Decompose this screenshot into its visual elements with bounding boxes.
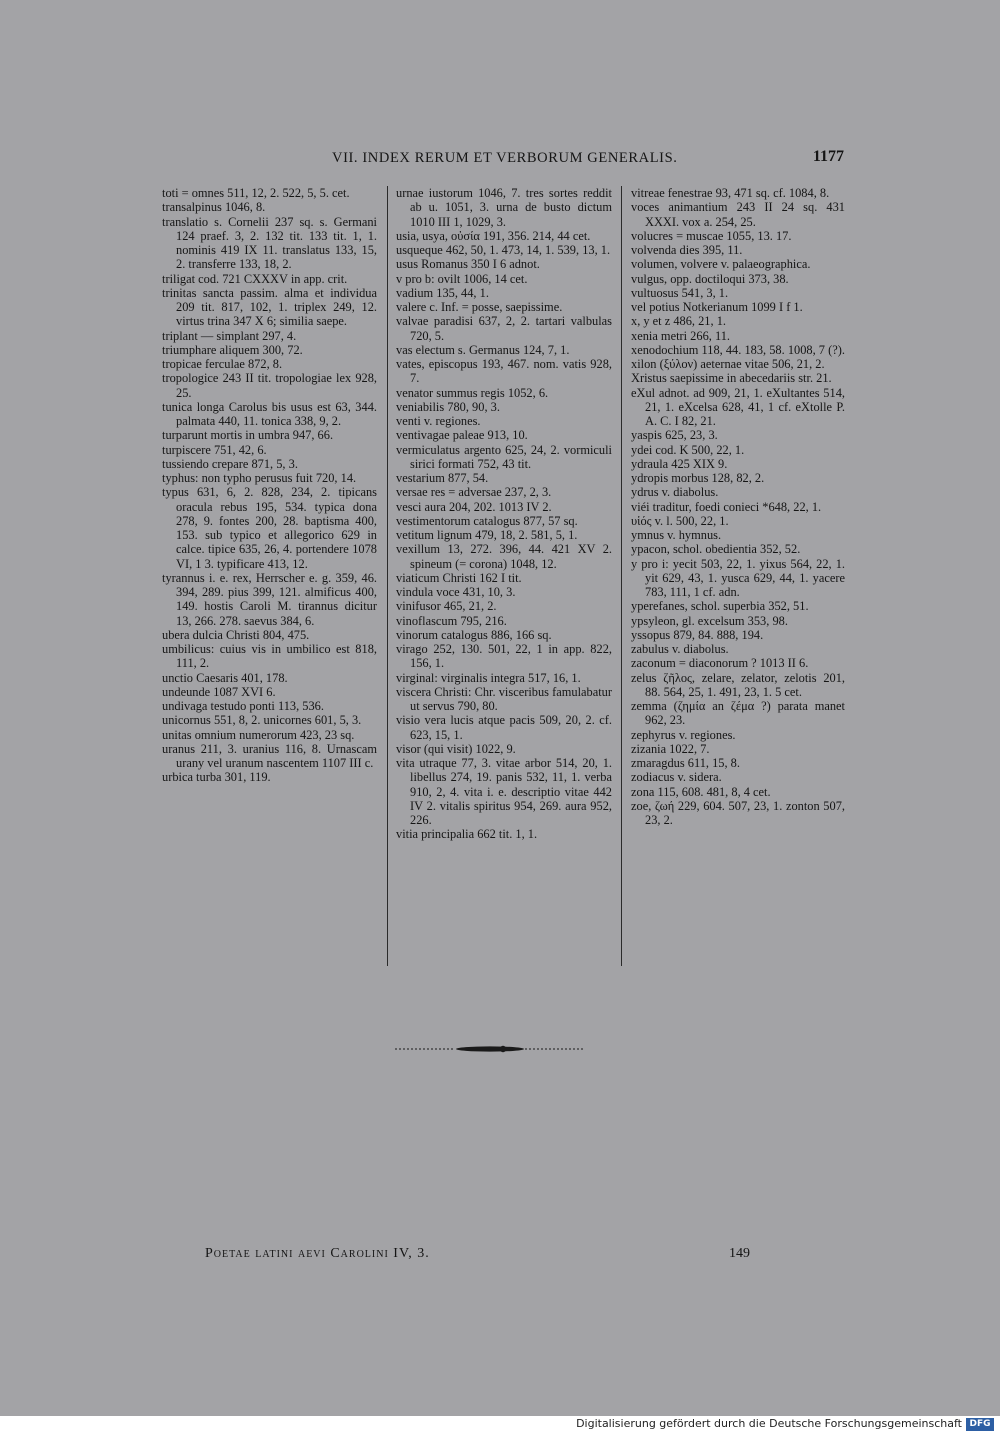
index-entry: triplant — simplant 297, 4. [162, 328, 297, 343]
index-entry: vestarium 877, 54. [396, 471, 489, 485]
index-entry: vulgus, opp. doctiloqui 373, 38. [631, 271, 789, 286]
index-entry: vitia principalia 662 tit. 1, 1. [396, 827, 538, 842]
index-entry: tropicae ferculae 872, 8. [162, 357, 283, 371]
index-entry: vel potius Notkerianum 1099 I f 1. [631, 300, 803, 314]
index-entry: urbica turba 301, 119. [162, 770, 271, 785]
index-entry: ymnus v. hymnus. [631, 528, 722, 542]
index-entry: ydei cod. K 500, 22, 1. [631, 442, 745, 457]
index-entry: valere c. Inf. = posse, saepissime. [396, 300, 563, 314]
index-entry: undivaga testudo ponti 113, 536. [162, 699, 324, 713]
index-entry: triumphare aliquem 300, 72. [162, 342, 303, 357]
index-column-3 [631, 186, 845, 827]
index-entry: yperefanes, schol. superbia 352, 51. [631, 599, 809, 614]
index-entry: translatio s. Cornelii 237 sq. s. Germani 124 praef. 3, 2. 132 tit. 133 tit. 1, 1. nominis 419 IX 11. translatus 133, 15, 2. transferre 133, 18, 2. [162, 214, 377, 272]
index-entry: vexillum 13, 272. 396, 44. 421 XV 2. spineum (= corona) 1048, 12. [396, 542, 612, 571]
index-entry: tussiendo crepare 871, 5, 3. [162, 456, 298, 471]
index-column-2 [396, 186, 612, 842]
index-entry: vates, episcopus 193, 467. nom. vatis 928, 7. [396, 357, 612, 386]
index-entry: ypacon, schol. obedientia 352, 52. [631, 542, 801, 557]
index-entry: yaspis 625, 23, 3. [631, 428, 718, 443]
index-entry: triligat cod. 721 CXXXV in app. crit. [162, 271, 348, 286]
index-entry: unctio Caesaris 401, 178. [162, 670, 288, 685]
index-entry: valvae paradisi 637, 2, 2. tartari valbulas 720, 5. [396, 314, 612, 343]
index-entry: zabulus v. diabolus. [631, 642, 729, 656]
footer-series-title: Poetae latini aevi Carolini IV, 3. [205, 1246, 430, 1261]
index-entry: usus Romanus 350 I 6 adnot. [396, 257, 540, 272]
credit-text: Digitalisierung gefördert durch die Deutsche Forschungsgemeinschaft [576, 1417, 962, 1430]
index-entry: zona 115, 608. 481, 8, 4 cet. [631, 784, 771, 799]
index-entry: zodiacus v. sidera. [631, 770, 722, 785]
index-entry: tyrannus i. e. rex, Herrscher e. g. 359, 46. 394, 289. pius 399, 121. almificus 400, 149. hostis Caroli M. tirannus dicitur 13, 266. 278. saevus 384, 6. [162, 570, 377, 628]
index-entry: viaticum Christi 162 I tit. [396, 570, 522, 585]
index-entry: typhus: non typho perusus fuit 720, 14. [162, 471, 357, 485]
index-entry: vultuosus 541, 3, 1. [631, 285, 729, 300]
index-entry: vitreae fenestrae 93, 471 sq. cf. 1084, 8. [631, 186, 830, 200]
index-entry: vita utraque 77, 3. vitae arbor 514, 20, 1. libellus 274, 19. panis 532, 11, 1. verba 910, 2, 4. vita i. e. descriptio vitae 442 IV 2. vitalis spiritus 954, 269. aura 952, 226. [396, 756, 612, 827]
index-entry: xilon (ξύλον) aeternae vitae 506, 21, 2. [631, 357, 825, 371]
index-entry: eXul adnot. ad 909, 21, 1. eXultantes 514, 21, 1. eXcelsa 628, 41, 1 cf. eXtolle P. A. C. I 82, 21. [631, 385, 845, 428]
index-entry: visor (qui visit) 1022, 9. [396, 741, 516, 756]
index-entry: vesci aura 204, 202. 1013 IV 2. [396, 499, 552, 514]
header-page-number: 1177 [812, 148, 844, 165]
index-entry: usia, usya, οὐσία 191, 356. 214, 44 cet. [396, 228, 591, 243]
index-entry: zemma (ζημία an ζέμα ?) parata manet 962, 23. [631, 699, 845, 728]
index-entry: vindula voce 431, 10, 3. [396, 585, 516, 599]
index-entry: ventivagae paleae 913, 10. [396, 428, 528, 443]
index-entry: volucres = muscae 1055, 13. 17. [631, 228, 792, 243]
dfg-logo[interactable]: DFG [966, 1418, 994, 1431]
footer-sheet-number: 149 [729, 1246, 750, 1261]
column-divider [387, 186, 388, 966]
index-entry: undeunde 1087 XVI 6. [162, 684, 276, 699]
index-entry: volumen, volvere v. palaeographica. [631, 257, 811, 272]
index-entry: zephyrus v. regiones. [631, 727, 736, 742]
index-entry: venator summus regis 1052, 6. [396, 385, 549, 400]
index-entry: zmaragdus 611, 15, 8. [631, 756, 740, 770]
index-entry: zoe, ζωή 229, 604. 507, 23, 1. zonton 507, 23, 2. [631, 798, 845, 827]
index-entry: urnae iustorum 1046, 7. tres sortes reddit ab u. 1051, 3. urna de busto dictum 1010 III 1, 1029, 3. [396, 186, 612, 229]
index-entry: viéi traditur, foedi conieci *648, 22, 1. [631, 499, 822, 514]
index-entry: vadium 135, 44, 1. [396, 285, 489, 300]
index-entry: veniabilis 780, 90, 3. [396, 399, 500, 414]
index-entry: zelus ζῆλος, zelare, zelator, zelotis 201, 88. 564, 25, 1. 491, 23, 1. 5 cet. [631, 670, 845, 699]
index-entry: xenia metri 266, 11. [631, 328, 730, 343]
index-entry: zizania 1022, 7. [631, 741, 710, 756]
running-header [160, 148, 850, 170]
index-entry: volvenda dies 395, 11. [631, 243, 743, 257]
index-entry: yssopus 879, 84. 888, 194. [631, 627, 764, 642]
index-entry: Xristus saepissime in abecedariis str. 21. [631, 371, 832, 386]
index-entry: tunica longa Carolus bis usus est 63, 344. palmata 440, 11. tonica 338, 9, 2. [162, 399, 377, 428]
index-entry: viscera Christi: Chr. visceribus famulabatur ut servus 790, 80. [396, 684, 612, 713]
index-entry: vas electum s. Germanus 124, 7, 1. [396, 342, 570, 357]
index-entry: zaconum = diaconorum ? 1013 II 6. [631, 656, 809, 671]
index-entry: unicornus 551, 8, 2. unicornes 601, 5, 3. [162, 713, 362, 728]
index-entry: turparunt mortis in umbra 947, 66. [162, 428, 334, 443]
index-entry: turpiscere 751, 42, 6. [162, 442, 267, 457]
index-entry: typus 631, 6, 2. 828, 234, 2. tipicans oracula rebus 195, 534. typica dona 278, 9. fontes 200, 28. baptisma 400, 153. sub typico et allegorico 629 in calce. tipice 635, 26, 4. portendere 1078 VI, 1 3. typificare 413, 12. [162, 485, 377, 571]
index-entry: x, y et z 486, 21, 1. [631, 314, 726, 329]
credit-bar [0, 1416, 1000, 1434]
index-entry: voces animantium 243 II 24 sq. 431 XXXI. vox a. 254, 25. [631, 200, 845, 229]
index-entry: virago 252, 130. 501, 22, 1 in app. 822, 156, 1. [396, 642, 612, 671]
index-entry: ubera dulcia Christi 804, 475. [162, 627, 310, 642]
index-entry: y pro i: yecit 503, 22, 1. yixus 564, 22, 1. yit 629, 43, 1. yusca 629, 44, 1. yacere 783, 111, 1 cf. adn. [631, 556, 845, 599]
index-entry: toti = omnes 511, 12, 2. 522, 5, 5. cet. [162, 186, 350, 200]
index-entry: ypsyleon, gl. excelsum 353, 98. [631, 613, 788, 628]
index-entry: transalpinus 1046, 8. [162, 200, 266, 215]
index-entry: v pro b: ovilt 1006, 14 cet. [396, 271, 528, 286]
index-entry: umbilicus: cuius vis in umbilico est 818, 111, 2. [162, 642, 377, 671]
index-entry: ydropis morbus 128, 82, 2. [631, 471, 765, 485]
index-entry: unitas omnium numerorum 423, 23 sq. [162, 727, 355, 742]
index-entry: virginal: virginalis integra 517, 16, 1. [396, 670, 581, 685]
index-entry: ydrus v. diabolus. [631, 485, 719, 500]
index-entry: vinoflascum 795, 216. [396, 613, 507, 628]
end-ornament [395, 1044, 585, 1054]
index-entry: vestimentorum catalogus 877, 57 sq. [396, 513, 578, 528]
index-entry: uranus 211, 3. uranius 116, 8. Urnascam urany vel uranum nascentem 1107 III c. [162, 741, 377, 770]
index-entry: trinitas sancta passim. alma et individua 209 tit. 817, 102, 1. triplex 249, 12. virtus trina 347 X 6; similia saepe. [162, 285, 377, 329]
index-column-1 [162, 186, 377, 785]
index-entry: υἱός v. l. 500, 22, 1. [631, 513, 729, 528]
index-entry: tropologice 243 II tit. tropologiae lex 928, 25. [162, 371, 377, 400]
column-divider [621, 186, 622, 966]
index-entry: usqueque 462, 50, 1. 473, 14, 1. 539, 13, 1. [396, 243, 611, 257]
header-title: VII. INDEX RERUM ET VERBORUM GENERALIS. [332, 150, 678, 166]
index-entry: ydraula 425 XIX 9. [631, 456, 728, 471]
index-entry: vinorum catalogus 886, 166 sq. [396, 627, 552, 642]
index-entry: versae res = adversae 237, 2, 3. [396, 485, 552, 500]
index-entry: vermiculatus argento 625, 24, 2. vormiculi sirici formati 752, 43 tit. [396, 442, 612, 471]
index-entry: visio vera lucis atque pacis 509, 20, 2. cf. 623, 15, 1. [396, 713, 612, 742]
index-entry: venti v. regiones. [396, 414, 481, 428]
index-entry: xenodochium 118, 44. 183, 58. 1008, 7 (?). [631, 342, 845, 357]
index-entry: vetitum lignum 479, 18, 2. 581, 5, 1. [396, 528, 578, 542]
index-entry: vinifusor 465, 21, 2. [396, 599, 497, 614]
